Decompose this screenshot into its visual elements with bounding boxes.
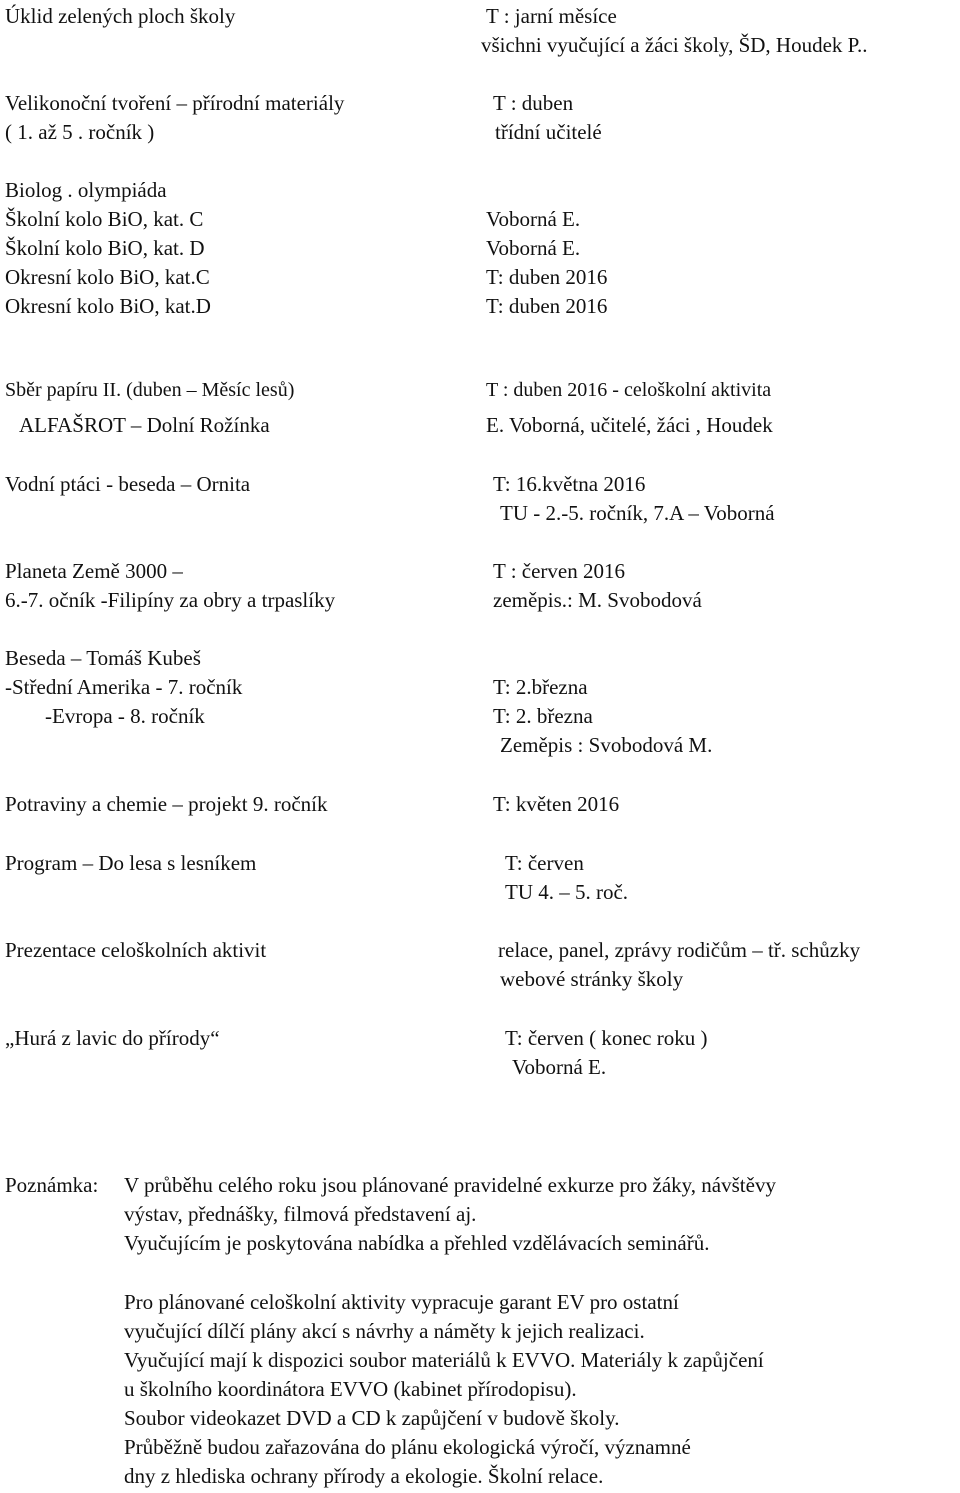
entry-4-left-0: Vodní ptáci - beseda – Ornita <box>5 472 251 496</box>
entry-3-left-1: ALFAŠROT – Dolní Rožínka <box>19 413 270 437</box>
entry-2-right-2: T: duben 2016 <box>486 265 608 289</box>
entry-9-left-0: Prezentace celoškolních aktivit <box>5 938 267 962</box>
entry-1-left-1: ( 1. až 5 . ročník ) <box>5 120 155 144</box>
entry-5-right-0: T : červen 2016 <box>493 559 625 583</box>
entry-8-right-1: TU 4. – 5. roč. <box>505 880 629 904</box>
entry-0-right-1: všichni vyučující a žáci školy, ŠD, Houdek P.. <box>481 33 868 57</box>
entry-2-left-0: Biolog . olympiáda <box>5 178 167 202</box>
note-para1-line-1: výstav, přednášky, filmová představení aj. <box>124 1202 477 1226</box>
entry-2-right-0: Voborná E. <box>486 207 581 231</box>
note-label: Poznámka: <box>5 1173 99 1197</box>
note-para1-line-2: Vyučujícím je poskytována nabídka a přehled vzdělávacích seminářů. <box>124 1231 710 1255</box>
entry-4-right-1: TU - 2.-5. ročník, 7.A – Voborná <box>500 501 775 525</box>
note-para2-line-0: Pro plánované celoškolní aktivity vypracuje garant EV pro ostatní <box>124 1290 679 1314</box>
note-para2-line-1: vyučující dílčí plány akcí s návrhy a náměty k jejich realizaci. <box>124 1319 645 1343</box>
note-para2-line-5: Průběžně budou zařazována do plánu ekologická výročí, významné <box>124 1435 691 1459</box>
note-para2-line-6: dny z hlediska ochrany přírody a ekologie. Školní relace. <box>124 1464 604 1488</box>
entry-7-left-0: Potraviny a chemie – projekt 9. ročník <box>5 792 328 816</box>
entry-1-right-1: třídní učitelé <box>495 120 602 144</box>
entry-2-left-3: Okresní kolo BiO, kat.C <box>5 265 210 289</box>
note-para2-line-4: Soubor videokazet DVD a CD k zapůjčení v budově školy. <box>124 1406 620 1430</box>
entry-10-left-0: „Hurá z lavic do přírody“ <box>5 1026 220 1050</box>
entry-2-right-3: T: duben 2016 <box>486 294 608 318</box>
entry-1-left-0: Velikonoční tvoření – přírodní materiály <box>5 91 345 115</box>
entry-6-right-0: T: 2.března <box>493 675 588 699</box>
entry-7-right-0: T: květen 2016 <box>493 792 620 816</box>
entry-3-right-1: E. Voborná, učitelé, žáci , Houdek <box>486 413 773 437</box>
entry-2-left-1: Školní kolo BiO, kat. C <box>5 207 204 231</box>
entry-9-right-1: webové stránky školy <box>500 967 684 991</box>
entry-10-right-1: Voborná E. <box>512 1055 607 1079</box>
entry-6-left-1: -Střední Amerika - 7. ročník <box>5 675 243 699</box>
entry-6-right-1: T: 2. března <box>493 704 593 728</box>
entry-6-left-0: Beseda – Tomáš Kubeš <box>5 646 201 670</box>
entry-5-right-1: zeměpis.: M. Svobodová <box>493 588 702 612</box>
entry-8-right-0: T: červen <box>505 851 584 875</box>
entry-2-left-4: Okresní kolo BiO, kat.D <box>5 294 211 318</box>
entry-5-left-0: Planeta Země 3000 – <box>5 559 183 583</box>
entry-8-left-0: Program – Do lesa s lesníkem <box>5 851 257 875</box>
entry-0-left-0: Úklid zelených ploch školy <box>5 4 236 28</box>
note-para2-line-3: u školního koordinátora EVVO (kabinet přírodopisu). <box>124 1377 577 1401</box>
note-para2-line-2: Vyučující mají k dispozici soubor materiálů k EVVO. Materiály k zapůjčení <box>124 1348 764 1372</box>
entry-1-right-0: T : duben <box>493 91 574 115</box>
entry-3-left-0: Sběr papíru II. (duben – Měsíc lesů) <box>5 379 295 401</box>
entry-2-right-1: Voborná E. <box>486 236 581 260</box>
entry-0-right-0: T : jarní měsíce <box>486 4 617 28</box>
entry-6-right-2: Zeměpis : Svobodová M. <box>500 733 713 757</box>
entry-2-left-2: Školní kolo BiO, kat. D <box>5 236 205 260</box>
entry-4-right-0: T: 16.května 2016 <box>493 472 646 496</box>
entry-9-right-0: relace, panel, zprávy rodičům – tř. schůzky <box>498 938 861 962</box>
note-para1-line-0: V průběhu celého roku jsou plánované pravidelné exkurze pro žáky, návštěvy <box>124 1173 776 1197</box>
entry-10-right-0: T: červen ( konec roku ) <box>505 1026 708 1050</box>
entry-3-right-0: T : duben 2016 - celoškolní aktivita <box>486 379 772 401</box>
entry-6-left-2: -Evropa - 8. ročník <box>45 704 205 728</box>
entry-5-left-1: 6.-7. očník -Filipíny za obry a trpaslíky <box>5 588 336 612</box>
